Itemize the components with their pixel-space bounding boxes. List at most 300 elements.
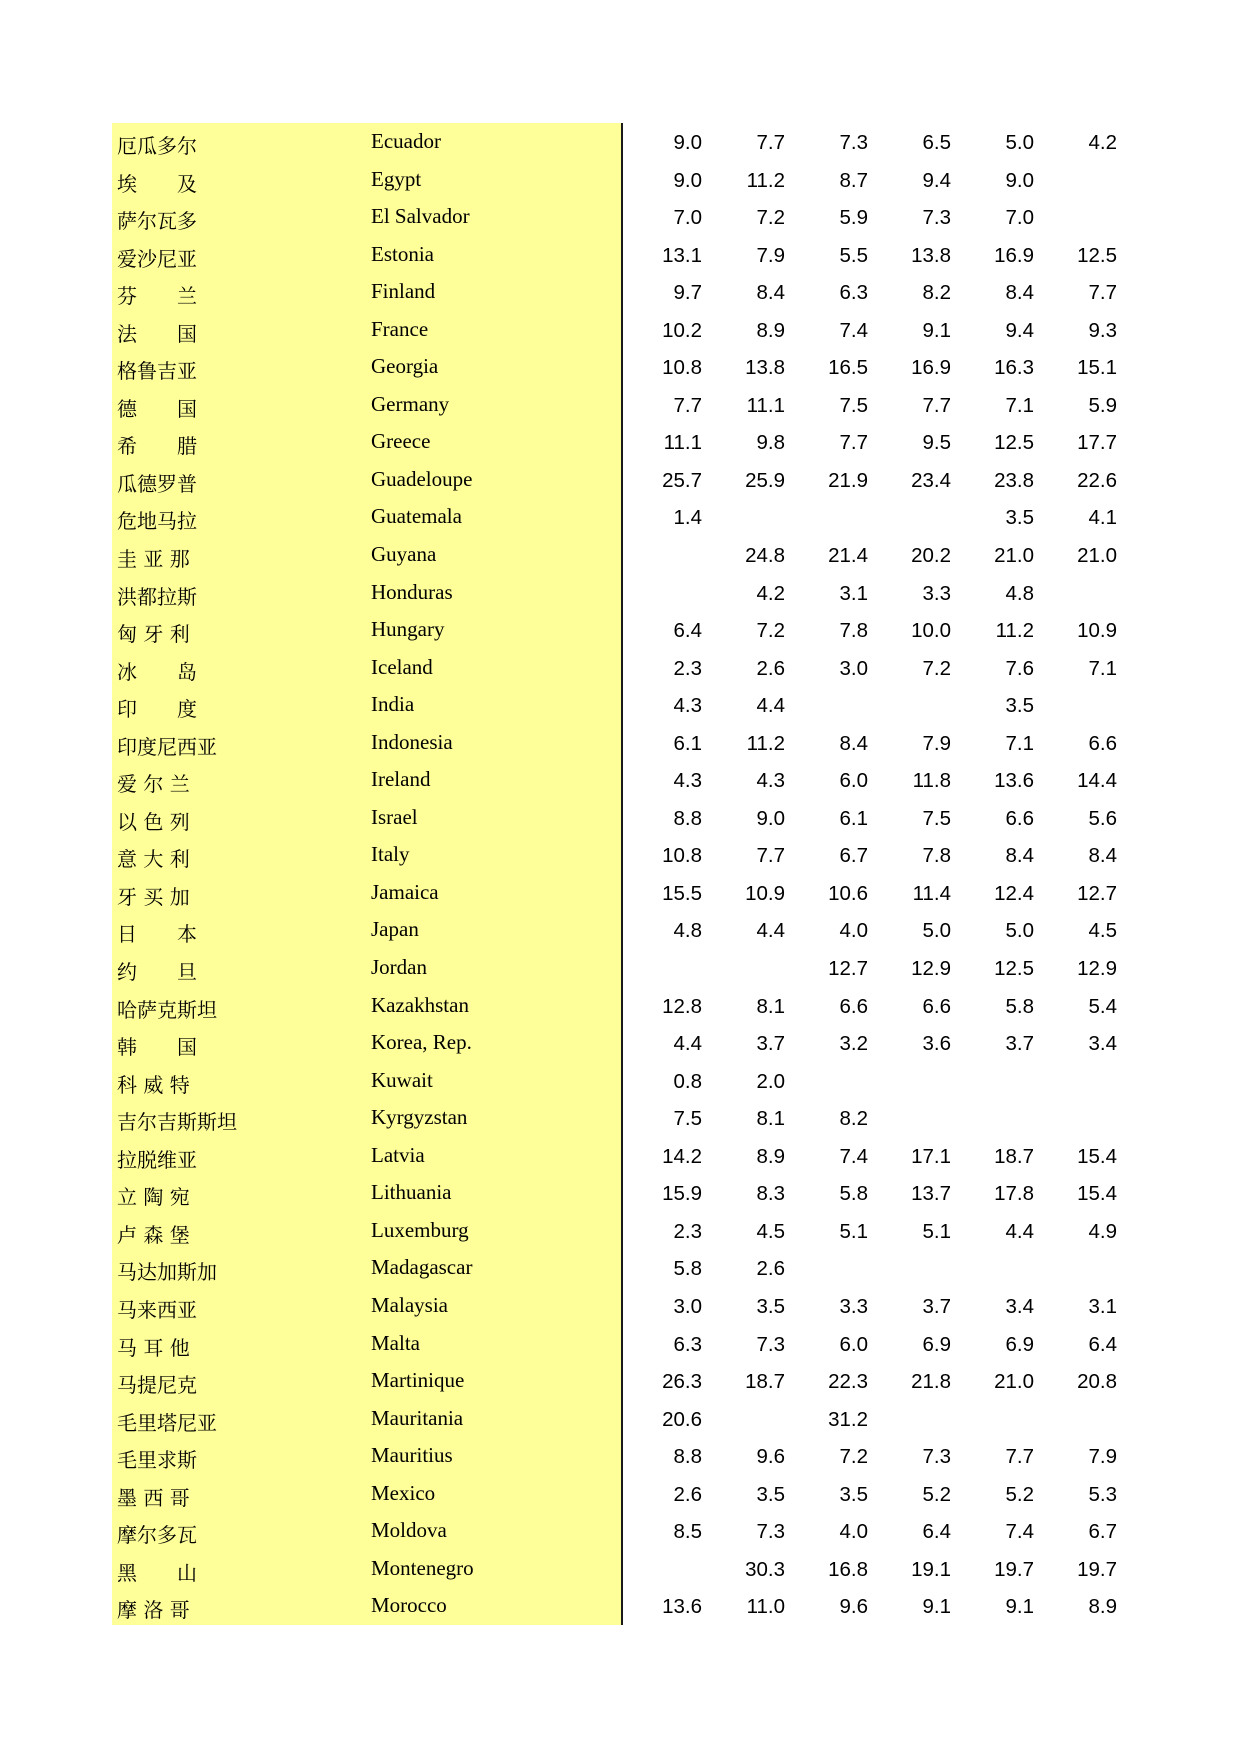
value-cell-4: 13.7 <box>911 1182 951 1206</box>
country-name-chinese: 卢 森 堡 <box>117 1222 190 1247</box>
country-name-english: El Salvador <box>371 204 470 229</box>
table-row <box>112 1099 1120 1137</box>
table-row <box>112 1137 1120 1175</box>
value-cell-3: 7.3 <box>839 131 868 154</box>
value-cell-1: 0.8 <box>673 1069 702 1093</box>
table-row <box>112 386 1120 424</box>
value-cell-6: 20.8 <box>1077 1370 1117 1394</box>
value-cell-2: 7.7 <box>756 844 785 868</box>
table-row <box>112 161 1120 199</box>
country-name-english: Estonia <box>371 241 434 266</box>
data-table <box>112 123 1120 1625</box>
value-cell-2: 7.3 <box>756 1332 785 1356</box>
value-cell-4: 8.2 <box>922 281 951 305</box>
value-cell-3: 5.9 <box>839 206 868 230</box>
value-cell-2: 3.7 <box>756 1032 785 1056</box>
country-name-english: Kuwait <box>371 1067 433 1092</box>
value-cell-1: 15.9 <box>662 1182 702 1206</box>
table-row <box>112 423 1120 461</box>
value-cell-2: 11.0 <box>746 1595 785 1619</box>
value-cell-6: 12.7 <box>1077 881 1117 905</box>
value-cell-5: 5.8 <box>1005 994 1034 1018</box>
value-cell-2: 8.4 <box>756 281 785 305</box>
value-cell-5: 3.5 <box>1005 694 1034 718</box>
table-row <box>112 686 1120 724</box>
country-name-chinese: 爱沙尼亚 <box>117 246 197 271</box>
value-cell-5: 7.1 <box>1005 731 1034 755</box>
value-cell-4: 10.0 <box>911 619 951 643</box>
country-name-chinese: 黑 山 <box>117 1560 197 1585</box>
value-cell-2: 7.7 <box>756 131 785 154</box>
value-cell-6: 5.4 <box>1088 994 1117 1018</box>
value-cell-2: 3.5 <box>756 1482 785 1506</box>
value-cell-3: 7.4 <box>839 318 868 342</box>
country-name-chinese: 厄瓜多尔 <box>117 134 197 158</box>
value-cell-6: 6.6 <box>1088 731 1117 755</box>
value-cell-1: 7.5 <box>673 1107 702 1131</box>
table-row <box>112 724 1120 762</box>
value-cell-5: 16.3 <box>994 356 1034 380</box>
value-cell-5: 4.4 <box>1005 1219 1034 1243</box>
value-cell-4: 5.1 <box>922 1219 951 1243</box>
value-cell-4: 20.2 <box>911 544 951 568</box>
value-cell-1: 11.1 <box>663 431 702 455</box>
country-name-english: Ireland <box>371 767 431 792</box>
column-divider <box>621 536 623 574</box>
value-cell-5: 8.4 <box>1005 844 1034 868</box>
value-cell-5: 6.9 <box>1005 1332 1034 1356</box>
country-name-english: Ecuador <box>371 129 441 153</box>
table-row <box>112 236 1120 274</box>
value-cell-2: 4.4 <box>756 919 785 943</box>
value-cell-1: 9.0 <box>673 131 702 154</box>
table-row <box>112 574 1120 612</box>
country-name-chinese: 吉尔吉斯斯坦 <box>117 1110 237 1135</box>
value-cell-6: 3.1 <box>1088 1294 1117 1318</box>
value-cell-4: 16.9 <box>911 356 951 380</box>
value-cell-5: 12.5 <box>994 957 1034 981</box>
value-cell-2: 8.1 <box>756 1107 785 1131</box>
value-cell-6: 4.5 <box>1088 919 1117 943</box>
country-name-english: Hungary <box>371 617 445 642</box>
country-name-chinese: 日 本 <box>117 922 197 947</box>
value-cell-1: 14.2 <box>662 1144 702 1168</box>
value-cell-2: 24.8 <box>745 544 785 568</box>
value-cell-6: 9.3 <box>1088 318 1117 342</box>
value-cell-2: 30.3 <box>745 1557 785 1581</box>
table-row <box>112 1024 1120 1062</box>
value-cell-4: 7.2 <box>922 656 951 680</box>
table-row <box>112 1062 1120 1100</box>
country-name-chinese: 瓜德罗普 <box>117 471 197 496</box>
country-name-chinese: 毛里求斯 <box>117 1448 197 1473</box>
value-cell-6: 6.4 <box>1088 1332 1117 1356</box>
value-cell-2: 10.9 <box>745 881 785 905</box>
value-cell-5: 17.8 <box>994 1182 1034 1206</box>
value-cell-3: 6.6 <box>839 994 868 1018</box>
value-cell-2: 4.2 <box>756 581 785 605</box>
value-cell-3: 4.0 <box>839 1520 868 1544</box>
value-cell-6: 5.9 <box>1088 393 1117 417</box>
value-cell-5: 18.7 <box>994 1144 1034 1168</box>
value-cell-5: 11.2 <box>995 619 1034 643</box>
value-cell-2: 11.2 <box>746 168 785 192</box>
country-name-chinese: 哈萨克斯坦 <box>117 997 217 1022</box>
country-name-english: Guadeloupe <box>371 466 473 491</box>
value-cell-3: 7.8 <box>839 619 868 643</box>
value-cell-5: 5.2 <box>1005 1482 1034 1506</box>
value-cell-1: 9.0 <box>673 168 702 192</box>
value-cell-2: 11.1 <box>746 393 785 417</box>
value-cell-4: 11.8 <box>912 769 951 793</box>
value-cell-5: 21.0 <box>994 1370 1034 1394</box>
table-row <box>112 987 1120 1025</box>
value-cell-2: 2.6 <box>756 1257 785 1281</box>
table-row <box>112 498 1120 536</box>
table-row <box>112 1174 1120 1212</box>
value-cell-4: 7.8 <box>922 844 951 868</box>
table-row <box>112 198 1120 236</box>
value-cell-3: 5.1 <box>839 1219 868 1243</box>
country-name-chinese: 立 陶 宛 <box>117 1185 190 1210</box>
country-name-english: Egypt <box>371 166 422 191</box>
value-cell-1: 12.8 <box>662 994 702 1018</box>
country-name-english: Guyana <box>371 542 437 567</box>
country-name-chinese: 芬 兰 <box>117 284 197 309</box>
country-name-chinese: 马来西亚 <box>117 1297 197 1322</box>
value-cell-2: 9.6 <box>756 1445 785 1469</box>
value-cell-2: 7.3 <box>756 1520 785 1544</box>
value-cell-6: 8.4 <box>1088 844 1117 868</box>
country-name-english: Kazakhstan <box>371 992 469 1017</box>
value-cell-3: 9.6 <box>839 1595 868 1619</box>
country-name-english: Montenegro <box>371 1555 474 1580</box>
table-row <box>112 1325 1120 1363</box>
value-cell-1: 13.6 <box>662 1595 702 1619</box>
table-row <box>112 1400 1120 1438</box>
table-row <box>112 649 1120 687</box>
country-name-chinese: 牙 买 加 <box>117 884 190 909</box>
value-cell-4: 19.1 <box>911 1557 951 1581</box>
country-name-chinese: 马达加斯加 <box>117 1260 217 1285</box>
value-cell-2: 11.2 <box>746 731 785 755</box>
country-name-english: Jordan <box>371 955 427 980</box>
value-cell-3: 22.3 <box>828 1370 868 1394</box>
country-name-chinese: 洪都拉斯 <box>117 584 197 609</box>
value-cell-4: 7.5 <box>922 806 951 830</box>
value-cell-4: 5.0 <box>922 919 951 943</box>
country-name-chinese: 科 威 特 <box>117 1072 190 1097</box>
value-cell-2: 8.3 <box>756 1182 785 1206</box>
country-name-chinese: 拉脱维亚 <box>117 1147 197 1172</box>
table-row <box>112 761 1120 799</box>
value-cell-3: 12.7 <box>828 957 868 981</box>
country-name-english: Germany <box>371 391 450 416</box>
value-cell-6: 12.9 <box>1077 957 1117 981</box>
table-row <box>112 1287 1120 1325</box>
country-name-chinese: 马 耳 他 <box>117 1335 190 1360</box>
value-cell-5: 5.0 <box>1005 919 1034 943</box>
value-cell-3: 3.0 <box>839 656 868 680</box>
value-cell-4: 7.3 <box>922 206 951 230</box>
value-cell-6: 5.6 <box>1088 806 1117 830</box>
value-cell-2: 7.9 <box>756 243 785 267</box>
value-cell-6: 14.4 <box>1077 769 1117 793</box>
value-cell-2: 3.5 <box>756 1294 785 1318</box>
country-name-chinese: 冰 岛 <box>117 659 197 684</box>
value-cell-5: 12.5 <box>994 431 1034 455</box>
value-cell-4: 13.8 <box>911 243 951 267</box>
country-name-chinese: 摩 洛 哥 <box>117 1598 190 1623</box>
value-cell-4: 3.3 <box>922 581 951 605</box>
table-row <box>112 874 1120 912</box>
country-name-chinese: 印 度 <box>117 697 197 722</box>
value-cell-4: 9.1 <box>922 1595 951 1619</box>
table-row <box>112 123 1120 161</box>
value-cell-3: 16.5 <box>828 356 868 380</box>
value-cell-6: 12.5 <box>1077 243 1117 267</box>
value-cell-5: 6.6 <box>1005 806 1034 830</box>
table-row <box>112 1249 1120 1287</box>
country-name-english: France <box>371 316 429 341</box>
table-row <box>112 273 1120 311</box>
value-cell-2: 25.9 <box>745 468 785 492</box>
value-cell-2: 7.2 <box>756 206 785 230</box>
country-name-english: Latvia <box>371 1142 425 1167</box>
value-cell-5: 3.4 <box>1005 1294 1034 1318</box>
value-cell-1: 5.8 <box>673 1257 702 1281</box>
country-name-english: Malta <box>371 1330 420 1355</box>
value-cell-3: 6.7 <box>839 844 868 868</box>
value-cell-6: 19.7 <box>1077 1557 1117 1581</box>
value-cell-4: 7.9 <box>922 731 951 755</box>
value-cell-6: 22.6 <box>1077 468 1117 492</box>
country-name-chinese: 约 旦 <box>117 960 197 985</box>
value-cell-4: 6.5 <box>922 131 951 154</box>
country-name-chinese: 以 色 列 <box>117 809 190 834</box>
country-name-chinese: 格鲁吉亚 <box>117 359 197 384</box>
value-cell-1: 6.3 <box>673 1332 702 1356</box>
value-cell-1: 6.4 <box>673 619 702 643</box>
country-name-english: Martinique <box>371 1368 465 1393</box>
value-cell-1: 1.4 <box>673 506 702 530</box>
country-name-english: Iceland <box>371 654 433 679</box>
value-cell-3: 4.0 <box>839 919 868 943</box>
value-cell-2: 4.4 <box>756 694 785 718</box>
country-name-english: Finland <box>371 279 436 304</box>
value-cell-2: 8.9 <box>756 1144 785 1168</box>
country-name-english: Luxemburg <box>371 1217 469 1242</box>
value-cell-1: 15.5 <box>662 881 702 905</box>
table-row <box>112 1512 1120 1550</box>
table-row <box>112 348 1120 386</box>
country-name-chinese: 圭 亚 那 <box>117 547 190 572</box>
value-cell-5: 19.7 <box>994 1557 1034 1581</box>
value-cell-1: 8.8 <box>673 806 702 830</box>
value-cell-5: 5.0 <box>1005 131 1034 154</box>
value-cell-4: 12.9 <box>911 957 951 981</box>
table-row <box>112 461 1120 499</box>
value-cell-6: 3.4 <box>1088 1032 1117 1056</box>
value-cell-5: 9.0 <box>1005 168 1034 192</box>
country-name-chinese: 毛里塔尼亚 <box>117 1410 217 1435</box>
table-row <box>112 799 1120 837</box>
value-cell-3: 8.2 <box>839 1107 868 1131</box>
country-name-english: Moldova <box>371 1518 447 1543</box>
country-name-english: Greece <box>371 429 431 454</box>
value-cell-5: 21.0 <box>994 544 1034 568</box>
country-name-english: Morocco <box>371 1593 447 1618</box>
value-cell-2: 7.2 <box>756 619 785 643</box>
value-cell-6: 15.1 <box>1077 356 1117 380</box>
value-cell-1: 9.7 <box>673 281 702 305</box>
country-name-english: Guatemala <box>371 504 462 529</box>
country-name-english: Japan <box>371 917 419 942</box>
value-cell-4: 3.6 <box>922 1032 951 1056</box>
country-name-chinese: 印度尼西亚 <box>117 734 217 759</box>
value-cell-1: 4.3 <box>673 769 702 793</box>
value-cell-6: 6.7 <box>1088 1520 1117 1544</box>
country-name-chinese: 摩尔多瓦 <box>117 1523 197 1548</box>
value-cell-1: 8.8 <box>673 1445 702 1469</box>
country-name-chinese: 萨尔瓦多 <box>117 209 197 234</box>
value-cell-6: 7.1 <box>1088 656 1117 680</box>
country-name-english: Kyrgyzstan <box>371 1105 468 1130</box>
value-cell-5: 7.7 <box>1005 1445 1034 1469</box>
table-row <box>112 1437 1120 1475</box>
value-cell-2: 4.5 <box>756 1219 785 1243</box>
value-cell-3: 8.7 <box>839 168 868 192</box>
value-cell-3: 3.2 <box>839 1032 868 1056</box>
value-cell-4: 6.9 <box>922 1332 951 1356</box>
country-name-chinese: 希 腊 <box>117 434 197 459</box>
table-row <box>112 1475 1120 1513</box>
value-cell-4: 6.4 <box>922 1520 951 1544</box>
value-cell-3: 31.2 <box>828 1407 868 1431</box>
value-cell-2: 4.3 <box>756 769 785 793</box>
value-cell-4: 9.5 <box>922 431 951 455</box>
value-cell-2: 9.0 <box>756 806 785 830</box>
value-cell-5: 23.8 <box>994 468 1034 492</box>
value-cell-5: 9.1 <box>1005 1595 1034 1619</box>
value-cell-6: 8.9 <box>1088 1595 1117 1619</box>
value-cell-1: 2.6 <box>673 1482 702 1506</box>
column-divider <box>621 949 623 987</box>
value-cell-6: 5.3 <box>1088 1482 1117 1506</box>
value-cell-4: 17.1 <box>911 1144 951 1168</box>
table-row <box>112 1362 1120 1400</box>
value-cell-5: 4.8 <box>1005 581 1034 605</box>
value-cell-3: 3.1 <box>839 581 868 605</box>
value-cell-4: 11.4 <box>912 881 951 905</box>
value-cell-6: 4.2 <box>1088 131 1117 154</box>
value-cell-6: 4.1 <box>1088 506 1117 530</box>
table-row <box>112 949 1120 987</box>
column-divider <box>621 574 623 612</box>
value-cell-4: 7.3 <box>922 1445 951 1469</box>
country-name-english: Lithuania <box>371 1180 452 1205</box>
country-name-english: Mauritania <box>371 1405 464 1430</box>
table-row <box>112 611 1120 649</box>
value-cell-4: 3.7 <box>922 1294 951 1318</box>
country-name-english: Madagascar <box>371 1255 473 1280</box>
table-row <box>112 1550 1120 1588</box>
value-cell-5: 3.5 <box>1005 506 1034 530</box>
country-name-chinese: 匈 牙 利 <box>117 622 190 647</box>
value-cell-4: 6.6 <box>922 994 951 1018</box>
value-cell-3: 21.4 <box>828 544 868 568</box>
value-cell-3: 10.6 <box>828 881 868 905</box>
value-cell-1: 7.7 <box>673 393 702 417</box>
value-cell-6: 15.4 <box>1077 1182 1117 1206</box>
value-cell-2: 13.8 <box>745 356 785 380</box>
value-cell-4: 23.4 <box>911 468 951 492</box>
value-cell-3: 5.5 <box>839 243 868 267</box>
value-cell-3: 6.1 <box>839 806 868 830</box>
value-cell-6: 7.7 <box>1088 281 1117 305</box>
country-name-chinese: 马提尼克 <box>117 1373 197 1398</box>
value-cell-3: 6.0 <box>839 769 868 793</box>
country-name-english: Jamaica <box>371 879 439 904</box>
table-row <box>112 911 1120 949</box>
country-name-english: Georgia <box>371 354 439 379</box>
country-name-english: Israel <box>371 804 418 829</box>
value-cell-4: 7.7 <box>922 393 951 417</box>
value-cell-5: 7.4 <box>1005 1520 1034 1544</box>
value-cell-2: 9.8 <box>756 431 785 455</box>
country-name-chinese: 危地马拉 <box>117 509 197 534</box>
country-name-chinese: 墨 西 哥 <box>117 1485 190 1510</box>
value-cell-1: 4.4 <box>673 1032 702 1056</box>
table-row <box>112 536 1120 574</box>
value-cell-1: 4.8 <box>673 919 702 943</box>
country-name-chinese: 韩 国 <box>117 1035 197 1060</box>
value-cell-3: 7.5 <box>839 393 868 417</box>
value-cell-1: 4.3 <box>673 694 702 718</box>
country-name-english: Mauritius <box>371 1443 453 1468</box>
value-cell-4: 5.2 <box>922 1482 951 1506</box>
value-cell-5: 3.7 <box>1005 1032 1034 1056</box>
value-cell-3: 21.9 <box>828 468 868 492</box>
value-cell-6: 10.9 <box>1077 619 1117 643</box>
value-cell-5: 7.0 <box>1005 206 1034 230</box>
value-cell-1: 7.0 <box>673 206 702 230</box>
value-cell-3: 5.8 <box>839 1182 868 1206</box>
value-cell-4: 21.8 <box>911 1370 951 1394</box>
table-row <box>112 1212 1120 1250</box>
value-cell-2: 8.9 <box>756 318 785 342</box>
value-cell-1: 10.8 <box>662 356 702 380</box>
column-divider <box>621 1550 623 1588</box>
value-cell-3: 7.4 <box>839 1144 868 1168</box>
value-cell-5: 16.9 <box>994 243 1034 267</box>
country-name-chinese: 埃 及 <box>117 171 197 196</box>
value-cell-2: 2.0 <box>756 1069 785 1093</box>
value-cell-1: 13.1 <box>662 243 702 267</box>
value-cell-2: 2.6 <box>756 656 785 680</box>
value-cell-5: 8.4 <box>1005 281 1034 305</box>
value-cell-6: 17.7 <box>1077 431 1117 455</box>
value-cell-3: 16.8 <box>828 1557 868 1581</box>
value-cell-1: 3.0 <box>673 1294 702 1318</box>
country-name-english: Italy <box>371 842 410 867</box>
value-cell-4: 9.4 <box>922 168 951 192</box>
value-cell-3: 3.5 <box>839 1482 868 1506</box>
value-cell-1: 2.3 <box>673 1219 702 1243</box>
value-cell-3: 8.4 <box>839 731 868 755</box>
table-row <box>112 311 1120 349</box>
country-name-english: Indonesia <box>371 729 453 754</box>
